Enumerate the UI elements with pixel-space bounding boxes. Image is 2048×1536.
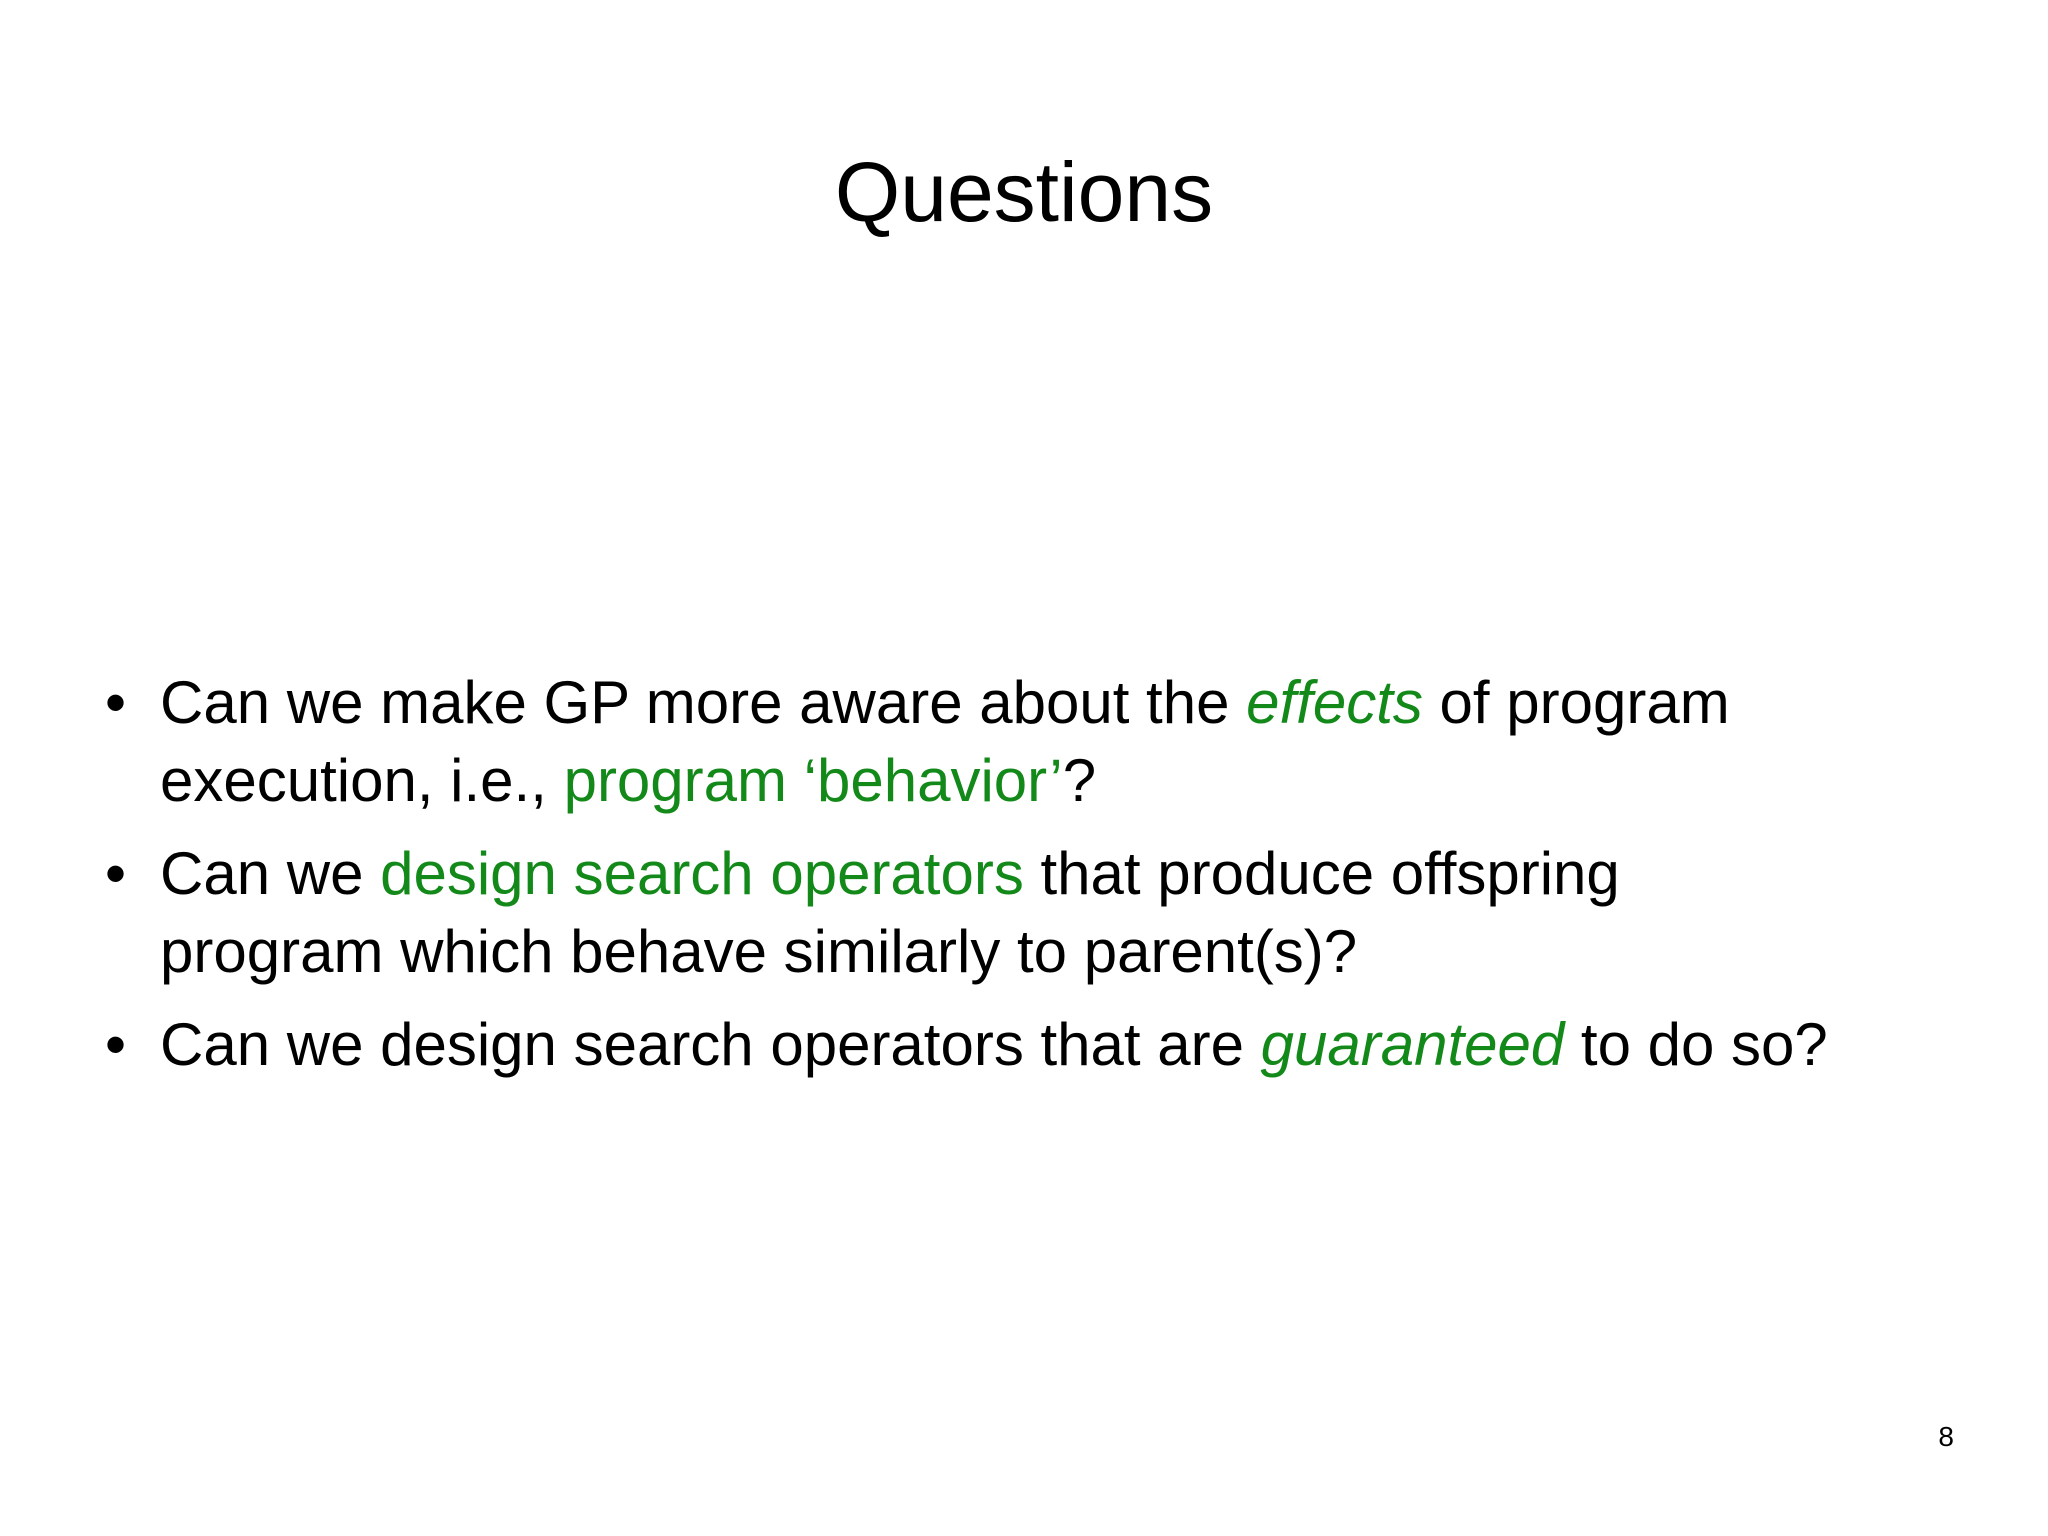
bullet-list: [105, 664, 2005, 1099]
slide-title: Questions: [834, 145, 1214, 239]
bullet-2-text-1: Can we: [160, 840, 381, 907]
bullet-dot-icon: •: [105, 1011, 127, 1078]
bullet-dot-icon: •: [105, 840, 127, 907]
bullet-2-text-3: program which behave similarly to parent(s)?: [160, 918, 1358, 985]
bullet-2-text-2: that produce offspring: [1023, 840, 1620, 907]
bullet-1-text-4: ?: [1062, 747, 1097, 814]
bullet-item-2: [105, 835, 2005, 991]
bullet-1-text-2: of program: [1422, 669, 1730, 736]
bullet-3-text-1: Can we design search operators that are: [160, 1011, 1261, 1078]
bullet-3-highlight-guaranteed: guaranteed: [1260, 1011, 1565, 1078]
bullet-dot-icon: •: [105, 669, 127, 736]
bullet-1-highlight-effects: effects: [1246, 669, 1423, 736]
bullet-1-text-1: Can we make GP more aware about the: [160, 669, 1247, 736]
bullet-item-3: [105, 1006, 2005, 1084]
bullet-1-text-3: execution, i.e.,: [160, 747, 564, 814]
bullet-3-text-2: to do so?: [1564, 1011, 1828, 1078]
bullet-1-highlight-behavior: program ‘behavior’: [563, 747, 1063, 814]
page-number: 8: [1938, 1421, 1954, 1452]
bullet-2-highlight-operators: design search operators: [380, 840, 1024, 907]
bullet-item-1: [105, 664, 2005, 820]
